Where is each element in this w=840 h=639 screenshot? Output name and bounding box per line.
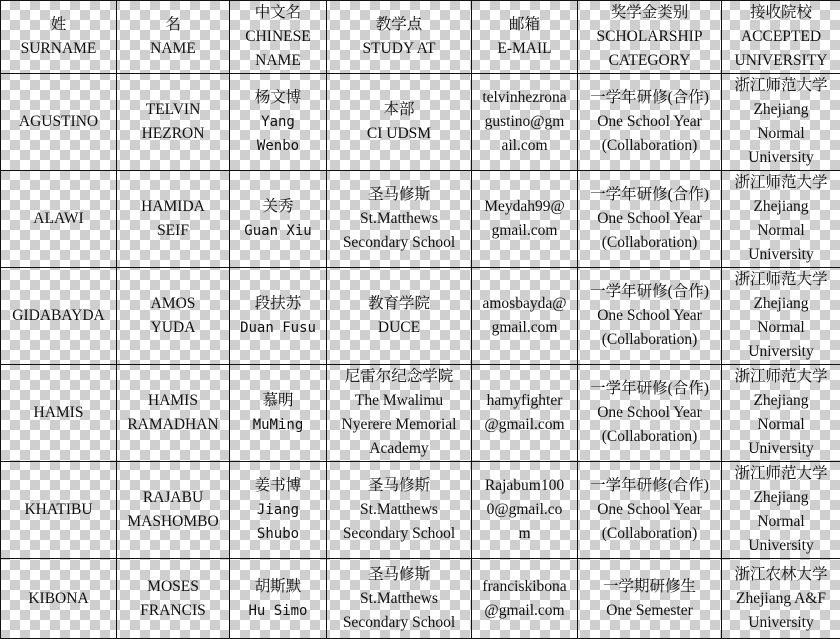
email-cell [472, 268, 578, 365]
accepted-university-cell-line: Normal [724, 122, 838, 146]
email-cell [472, 365, 578, 462]
scholarship-category-cell [578, 559, 722, 639]
name-cell-line: HEZRON [119, 122, 227, 146]
name-cell-line: HAMIDA [119, 195, 227, 219]
scholarship-category-cell-line: (Collaboration) [580, 134, 719, 158]
surname-cell-line: GIDABAYDA [3, 304, 114, 328]
accepted-university-cell-line: University [724, 243, 838, 267]
chinese-name-cell-line: Wenbo [232, 134, 324, 158]
scholarship-category-cell-line: One School Year [580, 401, 719, 425]
accepted-university-cell [722, 171, 840, 268]
study-at-cell-line: Secondary School [329, 611, 469, 635]
study-at-cell [327, 171, 472, 268]
scholarship-category-cell-line: 一学年研修(合作) [580, 280, 719, 304]
study-at-cell-line: 教育学院 [329, 292, 469, 316]
name-cell-line: FRANCIS [119, 599, 227, 623]
chinese-name-cell-line: Guan Xiu [232, 219, 324, 243]
header-scholarship-category-en: CATEGORY [580, 49, 719, 73]
header-email-en: E-MAIL [474, 37, 575, 61]
study-at-cell-line: 圣马修斯 [329, 183, 469, 207]
header-scholarship-category-en: SCHOLARSHIP [580, 25, 719, 49]
accepted-university-cell [722, 74, 840, 171]
header-email-zh: 邮箱 [474, 13, 575, 37]
email-cell-line: franciskibona [474, 575, 575, 599]
header-chinese-name-en: CHINESE [232, 25, 324, 49]
header-email [472, 1, 578, 74]
accepted-university-cell-line: Zhejiang [724, 98, 838, 122]
study-at-cell-line: St.Matthews [329, 498, 469, 522]
table-row [1, 268, 840, 365]
header-chinese-name-en: NAME [232, 49, 324, 73]
header-surname-en: SURNAME [3, 37, 114, 61]
name-cell-line: RAJABU [119, 486, 227, 510]
accepted-university-cell-line: University [724, 146, 838, 170]
chinese-name-cell-line: Hu Simo [232, 599, 324, 623]
scholarship-category-cell [578, 74, 722, 171]
study-at-cell [327, 74, 472, 171]
study-at-cell-line: CI UDSM [329, 122, 469, 146]
email-cell-line: telvinhezrona [474, 86, 575, 110]
study-at-cell-line: Academy [329, 437, 469, 461]
header-accepted-university-en: ACCEPTED [724, 25, 838, 49]
chinese-name-cell [230, 462, 327, 559]
name-cell-line: YUDA [119, 316, 227, 340]
accepted-university-cell-line: 浙江师范大学 [724, 462, 838, 486]
surname-cell-line: KIBONA [3, 587, 114, 611]
chinese-name-cell-line: 杨文博 [232, 86, 324, 110]
study-at-cell-line: 尼雷尔纪念学院 [329, 365, 469, 389]
accepted-university-cell-line: 浙江师范大学 [724, 365, 838, 389]
surname-cell [1, 462, 117, 559]
table-row [1, 462, 840, 559]
study-at-cell-line: 圣马修斯 [329, 474, 469, 498]
surname-cell-line: AGUSTINO [3, 110, 114, 134]
accepted-university-cell-line: Normal [724, 510, 838, 534]
chinese-name-cell-line: 段扶苏 [232, 292, 324, 316]
email-cell-line: gmail.com [474, 219, 575, 243]
study-at-cell-line: 圣马修斯 [329, 563, 469, 587]
name-cell-line: TELVIN [119, 98, 227, 122]
study-at-cell-line: The Mwalimu [329, 389, 469, 413]
accepted-university-cell-line: 浙江师范大学 [724, 74, 838, 98]
accepted-university-cell-line: Normal [724, 219, 838, 243]
table-row [1, 365, 840, 462]
scholarship-category-cell-line: One School Year [580, 207, 719, 231]
accepted-university-cell [722, 462, 840, 559]
scholarship-category-cell-line: (Collaboration) [580, 522, 719, 546]
surname-cell [1, 171, 117, 268]
chinese-name-cell-line: 关秀 [232, 195, 324, 219]
study-at-cell [327, 365, 472, 462]
chinese-name-cell-line: MuMing [232, 413, 324, 437]
header-scholarship-category-zh: 奖学金类别 [580, 1, 719, 25]
table-row [1, 171, 840, 268]
scholarship-category-cell-line: (Collaboration) [580, 328, 719, 352]
surname-cell [1, 268, 117, 365]
accepted-university-cell-line: University [724, 611, 838, 635]
scholarship-category-cell-line: 一学年研修(合作) [580, 183, 719, 207]
surname-cell-line: ALAWI [3, 207, 114, 231]
chinese-name-cell-line: Yang [232, 110, 324, 134]
chinese-name-cell [230, 365, 327, 462]
accepted-university-cell-line: Zhejiang [724, 486, 838, 510]
study-at-cell-line: St.Matthews [329, 207, 469, 231]
accepted-university-cell-line: University [724, 437, 838, 461]
header-name-zh: 名 [119, 13, 227, 37]
scholarship-category-cell-line: 一学期研修生 [580, 575, 719, 599]
chinese-name-cell-line: 姜书博 [232, 474, 324, 498]
study-at-cell [327, 559, 472, 639]
email-cell [472, 171, 578, 268]
surname-cell-line: KHATIBU [3, 498, 114, 522]
accepted-university-cell-line: 浙江师范大学 [724, 171, 838, 195]
study-at-cell-line: St.Matthews [329, 587, 469, 611]
email-cell [472, 74, 578, 171]
study-at-cell-line: Secondary School [329, 231, 469, 255]
scholarship-category-cell-line: One School Year [580, 498, 719, 522]
scholarship-category-cell-line: (Collaboration) [580, 231, 719, 255]
study-at-cell-line: DUCE [329, 316, 469, 340]
scholarship-category-cell-line: One Semester [580, 599, 719, 623]
name-cell [117, 559, 230, 639]
chinese-name-cell [230, 74, 327, 171]
name-cell [117, 365, 230, 462]
name-cell [117, 462, 230, 559]
study-at-cell [327, 268, 472, 365]
accepted-university-cell-line: 浙江农林大学 [724, 563, 838, 587]
email-cell-line: Meydah99@ [474, 195, 575, 219]
accepted-university-cell [722, 559, 840, 639]
email-cell-line: gustino@gm [474, 110, 575, 134]
email-cell-line: Rajabum100 [474, 474, 575, 498]
study-at-cell-line: Secondary School [329, 522, 469, 546]
scholarship-category-cell-line: 一学年研修(合作) [580, 474, 719, 498]
name-cell-line: HAMIS [119, 389, 227, 413]
table-row [1, 559, 840, 639]
chinese-name-cell [230, 268, 327, 365]
header-accepted-university [722, 1, 840, 74]
email-cell-line: ail.com [474, 134, 575, 158]
email-cell-line: hamyfighter [474, 389, 575, 413]
accepted-university-cell-line: Zhejiang [724, 195, 838, 219]
accepted-university-cell [722, 365, 840, 462]
accepted-university-cell-line: Zhejiang [724, 389, 838, 413]
scholarship-category-cell-line: 一学年研修(合作) [580, 377, 719, 401]
accepted-university-cell-line: Normal [724, 316, 838, 340]
header-surname-zh: 姓 [3, 13, 114, 37]
scholarship-category-cell [578, 171, 722, 268]
header-name [117, 1, 230, 74]
chinese-name-cell [230, 559, 327, 639]
study-at-cell-line: 本部 [329, 98, 469, 122]
table-body [1, 74, 840, 639]
chinese-name-cell-line: Duan Fusu [232, 316, 324, 340]
scholarship-category-cell [578, 268, 722, 365]
email-cell-line: @gmail.com [474, 413, 575, 437]
scholarship-category-cell-line: (Collaboration) [580, 425, 719, 449]
accepted-university-cell [722, 268, 840, 365]
accepted-university-cell-line: University [724, 534, 838, 558]
header-accepted-university-en: UNIVERSITY [724, 49, 838, 73]
email-cell-line: 0@gmail.co [474, 498, 575, 522]
study-at-cell-line: Nyerere Memorial [329, 413, 469, 437]
scholarship-category-cell [578, 365, 722, 462]
chinese-name-cell-line: Shubo [232, 522, 324, 546]
header-study-at-zh: 教学点 [329, 13, 469, 37]
name-cell-line: RAMADHAN [119, 413, 227, 437]
header-study-at-en: STUDY AT [329, 37, 469, 61]
table-row [1, 74, 840, 171]
email-cell [472, 559, 578, 639]
chinese-name-cell-line: 慕明 [232, 389, 324, 413]
email-cell-line: @gmail.com [474, 599, 575, 623]
name-cell-line: MOSES [119, 575, 227, 599]
header-surname [1, 1, 117, 74]
chinese-name-cell-line: 胡斯默 [232, 575, 324, 599]
email-cell-line: gmail.com [474, 316, 575, 340]
accepted-university-cell-line: University [724, 340, 838, 364]
header-row [1, 1, 840, 74]
scholarship-category-cell-line: 一学年研修(合作) [580, 86, 719, 110]
header-study-at [327, 1, 472, 74]
name-cell-line: AMOS [119, 292, 227, 316]
header-name-en: NAME [119, 37, 227, 61]
scholarship-category-cell [578, 462, 722, 559]
header-scholarship-category [578, 1, 722, 74]
surname-cell [1, 559, 117, 639]
email-cell-line: m [474, 522, 575, 546]
scholarship-category-cell-line: One School Year [580, 304, 719, 328]
name-cell-line: SEIF [119, 219, 227, 243]
accepted-university-cell-line: Normal [724, 413, 838, 437]
name-cell [117, 74, 230, 171]
name-cell [117, 268, 230, 365]
email-cell [472, 462, 578, 559]
name-cell-line: MASHOMBO [119, 510, 227, 534]
chinese-name-cell-line: Jiang [232, 498, 324, 522]
surname-cell [1, 365, 117, 462]
accepted-university-cell-line: Zhejiang A&F [724, 587, 838, 611]
header-chinese-name-zh: 中文名 [232, 1, 324, 25]
chinese-name-cell [230, 171, 327, 268]
study-at-cell [327, 462, 472, 559]
email-cell-line: amosbayda@ [474, 292, 575, 316]
surname-cell [1, 74, 117, 171]
accepted-university-cell-line: Zhejiang [724, 292, 838, 316]
header-chinese-name [230, 1, 327, 74]
scholarship-category-cell-line: One School Year [580, 110, 719, 134]
accepted-university-cell-line: 浙江师范大学 [724, 268, 838, 292]
header-accepted-university-zh: 接收院校 [724, 1, 838, 25]
surname-cell-line: HAMIS [3, 401, 114, 425]
name-cell [117, 171, 230, 268]
